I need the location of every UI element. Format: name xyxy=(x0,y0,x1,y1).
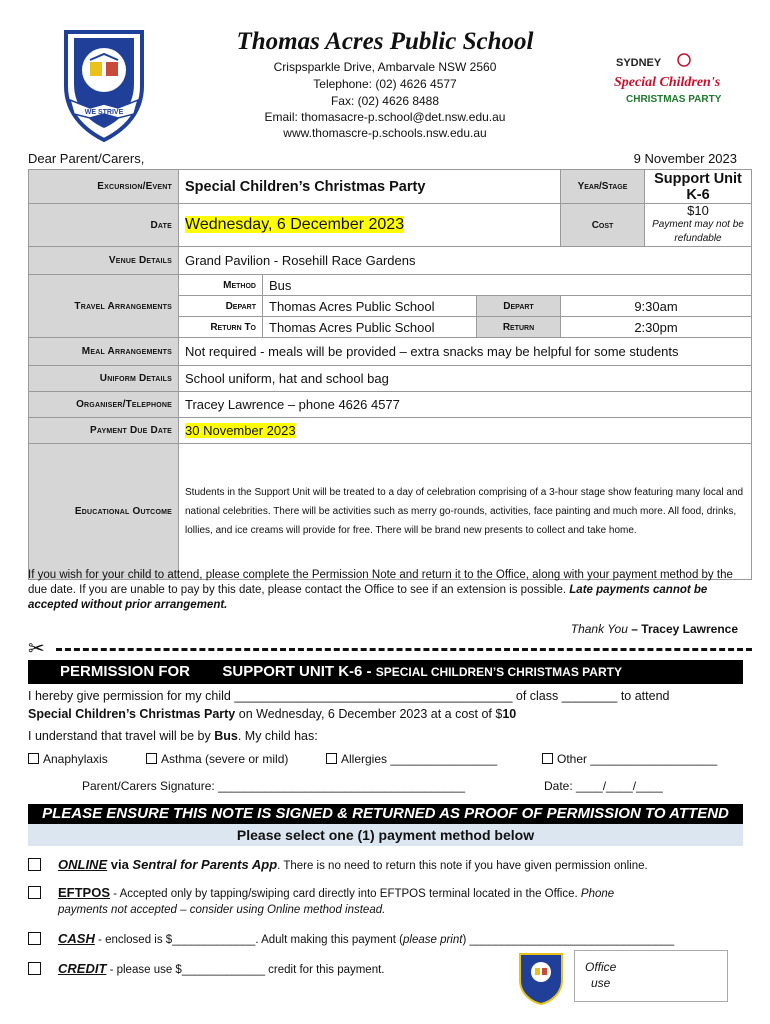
greeting: Dear Parent/Carers, xyxy=(28,151,145,166)
allergies-checkbox[interactable] xyxy=(326,753,337,764)
condition-anaphylaxis[interactable] xyxy=(28,752,108,766)
travel-text: I understand that travel will be by xyxy=(28,729,215,743)
school-crest-small-icon xyxy=(516,950,566,1006)
permission-line-1: I hereby give permission for my child ________________________________________ of class ________ to attend xyxy=(28,689,670,703)
school-fax: Fax: (02) 4626 8488 xyxy=(330,94,440,108)
table-row xyxy=(29,392,752,418)
select-payment-heading: Please select one (1) payment method below xyxy=(28,824,743,846)
excursion-details-table xyxy=(28,169,752,580)
office-use-box xyxy=(574,950,728,1002)
excursion-value: Special Children’s Christmas Party xyxy=(179,170,561,204)
online-app: Sentral for Parents App xyxy=(132,857,278,872)
cost-note: Payment may not be refundable xyxy=(652,219,744,244)
scissors-icon: ✂ xyxy=(28,638,45,660)
anaphylaxis-label: Anaphylaxis xyxy=(43,752,108,766)
condition-allergies[interactable] xyxy=(326,752,497,766)
eftpos-online-note: payments not accepted – consider using Online method instead. xyxy=(58,904,386,916)
payment-due-label: Payment Due Date xyxy=(29,418,179,444)
christmas-party-logo xyxy=(612,52,728,110)
condition-other[interactable] xyxy=(542,752,717,766)
ensure-banner: PLEASE ENSURE THIS NOTE IS SIGNED & RETURNED AS PROOF OF PERMISSION TO ATTEND xyxy=(28,804,743,824)
permission-heading-right: SUPPORT UNIT K-6 - xyxy=(222,663,376,680)
instructions-text: If you wish for your child to attend, please complete the Permission Note and return it to the Office, along with your payment method by the due date. If you are unable to pay by this date, please contact the Office to see if an extension is possible. xyxy=(28,569,733,596)
signoff-name: – Tracey Lawrence xyxy=(631,622,738,636)
logo-line-2: Special Children's xyxy=(614,75,721,90)
signoff xyxy=(571,622,738,636)
school-address: Crispsparkle Drive, Ambarvale NSW 2560 xyxy=(273,60,497,74)
asthma-checkbox[interactable] xyxy=(146,753,157,764)
table-row xyxy=(29,204,752,247)
credit-heading: CREDIT xyxy=(58,961,107,976)
permission-heading xyxy=(28,660,743,684)
depart-time: 9:30am xyxy=(561,296,752,317)
venue-label: Venue Details xyxy=(29,247,179,275)
eftpos-text xyxy=(58,884,614,903)
dashed-divider xyxy=(56,648,752,651)
meal-value: Not required - meals will be provided – extra snacks may be helpful for some students xyxy=(179,338,752,366)
cost-label: Cost xyxy=(561,204,645,247)
use-label: use xyxy=(591,976,611,990)
other-checkbox[interactable] xyxy=(542,753,553,764)
meal-label: Meal Arrangements xyxy=(29,338,179,366)
table-row xyxy=(29,418,752,444)
eftpos-checkbox[interactable] xyxy=(28,886,41,899)
online-via: via xyxy=(107,857,133,872)
online-text xyxy=(58,856,648,875)
organiser-value: Tracey Lawrence – phone 4626 4577 xyxy=(179,392,752,418)
asthma-label: Asthma (severe or mild) xyxy=(161,752,289,766)
office-label: Office xyxy=(585,960,617,974)
return-time: 2:30pm xyxy=(561,317,752,338)
school-email: Email: thomasacre-p.school@det.nsw.edu.au xyxy=(264,110,506,124)
signature-date-field[interactable]: Date: ____/____/____ xyxy=(544,779,663,793)
school-website: www.thomascre-p.schools.nsw.edu.au xyxy=(283,126,487,140)
school-name: Thomas Acres Public School xyxy=(236,28,534,55)
table-row xyxy=(29,275,752,296)
uniform-label: Uniform Details xyxy=(29,366,179,392)
payment-due-date: 30 November 2023 xyxy=(185,423,296,438)
table-row xyxy=(29,444,752,580)
eftpos-note-line-2 xyxy=(58,902,385,919)
late-payment-warning: Late payments cannot be accepted without prior arrangement. xyxy=(28,584,708,611)
thank-you: Thank You xyxy=(570,622,628,636)
instructions-paragraph xyxy=(28,568,740,613)
other-label: Other ___________________ xyxy=(557,752,718,766)
method-label: Method xyxy=(179,275,263,296)
edu-value: Students in the Support Unit will be treated to a day of celebration comprising of a 3-hour stage show featuring many local and national celebrities. There will be activities such as merry go-rounds, activities, face painting and much more. All food, drinks, lollies, and ice creams will provide for free. There will be brand new presents to collect and take home. xyxy=(179,444,752,580)
credit-checkbox[interactable] xyxy=(28,962,41,975)
depart-time-label: Depart xyxy=(477,296,561,317)
event-name-bold: Special Children’s Christmas Party xyxy=(28,707,236,721)
cash-print-note: please print xyxy=(403,934,463,946)
date-label: Date xyxy=(29,204,179,247)
event-date: Wednesday, 6 December 2023 xyxy=(185,216,405,233)
signature-field[interactable]: Parent/Carers Signature: _____________________________________ xyxy=(82,779,465,793)
cost-amount: 10 xyxy=(502,707,517,721)
online-description: . There is no need to return this note if you have given permission online. xyxy=(277,860,648,872)
letterhead xyxy=(0,0,770,150)
school-telephone: Telephone: (02) 4626 4577 xyxy=(313,77,457,91)
condition-asthma[interactable] xyxy=(146,752,288,766)
eftpos-phone-note: Phone xyxy=(580,888,615,900)
eftpos-heading: EFTPOS xyxy=(58,885,111,900)
online-heading: ONLINE xyxy=(58,857,108,872)
eftpos-description: - Accepted only by tapping/swiping card directly into EFTPOS terminal located in the Office. xyxy=(110,888,581,900)
method-value: Bus xyxy=(263,275,752,296)
excursion-label: Excursion/Event xyxy=(29,170,179,204)
travel-text-end: . My child has: xyxy=(237,729,318,743)
cash-checkbox[interactable] xyxy=(28,932,41,945)
table-row xyxy=(29,338,752,366)
year-value: Support Unit K-6 xyxy=(645,170,752,204)
cash-heading: CASH xyxy=(58,931,95,946)
school-crest-icon xyxy=(60,24,148,144)
return-label: Return To xyxy=(179,317,263,338)
letter-date: 9 November 2023 xyxy=(633,151,737,166)
permission-line-2 xyxy=(28,707,516,721)
table-row xyxy=(29,247,752,275)
credit-description: - please use $_____________ credit for this payment. xyxy=(106,964,385,976)
cost-value: $10 xyxy=(687,203,709,218)
online-checkbox[interactable] xyxy=(28,858,41,871)
venue-value: Grand Pavilion - Rosehill Race Gardens xyxy=(179,247,752,275)
travel-label: Travel Arrangements xyxy=(29,275,179,338)
permission-line-2-text: on Wednesday, 6 December 2023 at a cost of $ xyxy=(235,707,503,721)
uniform-value: School uniform, hat and school bag xyxy=(179,366,752,392)
table-row xyxy=(29,366,752,392)
year-label: Year/Stage xyxy=(561,170,645,204)
edu-label: Educational Outcome xyxy=(29,444,179,580)
credit-text xyxy=(58,960,385,979)
anaphylaxis-checkbox[interactable] xyxy=(28,753,39,764)
table-row xyxy=(29,170,752,204)
allergies-label: Allergies ________________ xyxy=(341,752,498,766)
permission-heading-left: PERMISSION FOR xyxy=(60,663,191,680)
depart-label: Depart xyxy=(179,296,263,317)
organiser-label: Organiser/Telephone xyxy=(29,392,179,418)
cut-line xyxy=(28,638,752,660)
logo-line-1: SYDNEY xyxy=(616,57,662,69)
cash-tail: ) ________________________________ xyxy=(462,934,675,946)
depart-place: Thomas Acres Public School xyxy=(263,296,477,317)
logo-line-3: CHRISTMAS PARTY xyxy=(626,94,722,105)
cash-description: - enclosed is $_____________. Adult making this payment ( xyxy=(94,934,403,946)
return-time-label: Return xyxy=(477,317,561,338)
return-place: Thomas Acres Public School xyxy=(263,317,477,338)
travel-bus: Bus xyxy=(214,729,238,743)
cash-text xyxy=(58,930,674,949)
crest-motto-text: WE STRIVE xyxy=(84,109,124,116)
permission-line-3 xyxy=(28,729,318,743)
permission-heading-event: SPECIAL CHILDREN’S CHRISTMAS PARTY xyxy=(375,665,622,679)
